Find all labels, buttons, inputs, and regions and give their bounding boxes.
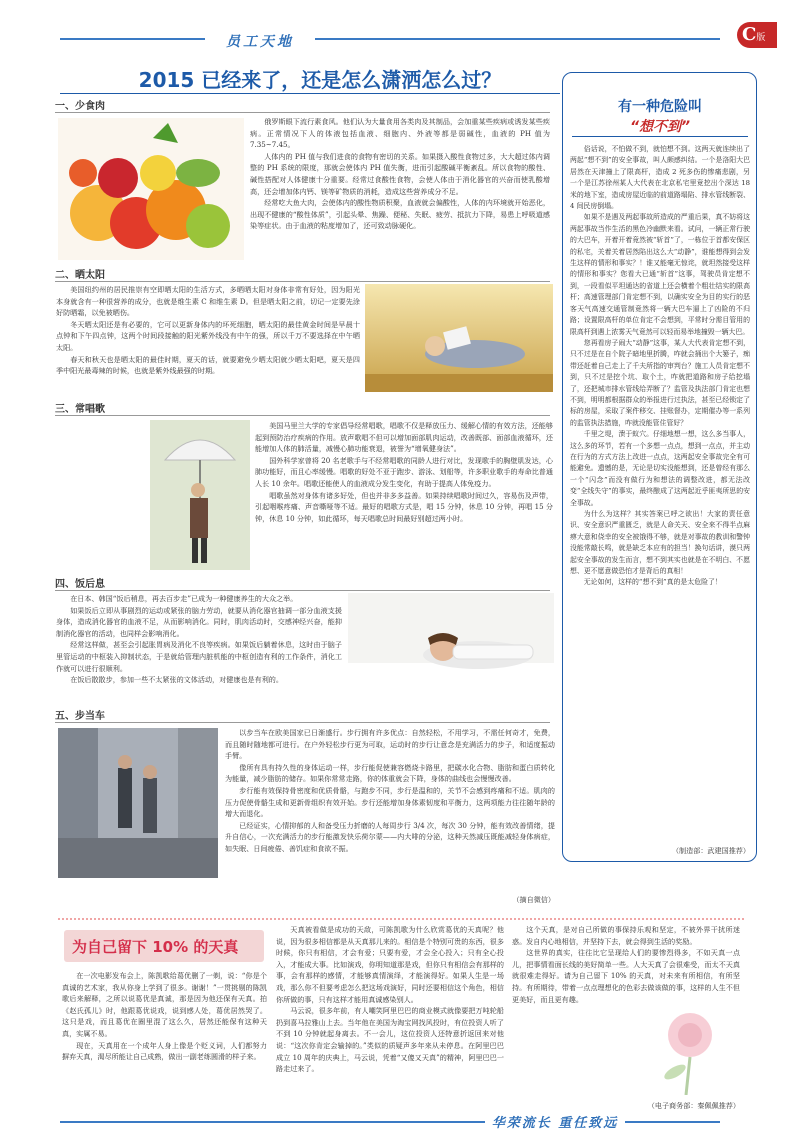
paragraph: 如果饭后立即从事剧烈的运动或紧张的脑力劳动，就要从消化器官抽调一部分血液支援身体，造成消化器官的血液不足，从而影响消化。同时，肌肉活动时，交感神经兴奋，能抑制消化器官的活动，也同样会影响消化。 [56,605,342,638]
paragraph: 这个天真，是对自己所做的事保持乐观和坚定，不被外界干扰所迷惑。发自内心地相信，并坚持下去，就会得到生活的奖励。 [512,925,740,946]
section-body [225,727,555,892]
header-rule [60,38,720,40]
sidebar-rule [572,136,748,137]
section-body [56,593,342,705]
bottom-col-2 [276,924,504,1110]
badge-sub: 版 [756,33,766,43]
paragraph: 在饭后散散步，参加一些不太紧张的文体活动，对健康也是有利的。 [70,675,283,685]
paragraph: 经常吃大鱼大肉，会使体内的酸性物质积聚，血液就会偏酸性，人体的内环境就开始恶化，出现不健康的“酸性体质”，引起头晕、焦躁、便秘、失眠、疲劳、抵抗力下降，易患上呼吸道感染等症状。由于血液的粘度增加了，还可致动脉硬化。 [250,198,550,231]
section-body [255,420,553,572]
bottom-title: 为自己留下 10% 的天真 [64,930,264,962]
paragraph: 在一次电影发布会上，陈凯歌给葛优删了一剃，说：“你是个真诚的艺术家，我从你身上学到了很多。谢谢！”一贯挑剔的陈凯歌后来解释，之所以说葛优是真诚，那是因为他还保有天真。拍《赵氏孤儿》时，他跟葛优说戏，说到感人处，葛优居然哭了。这只是戏，而且葛优在圈里混了这么久，居然还能保有这种天真，实属不易。 [62,971,267,1038]
bottom-col-3 [512,924,740,1100]
sunbathing-photo [365,284,553,392]
paragraph: 千里之堤，溃于蚁穴。仔细地想一想，这么多当事人，这么多的环节，若有一个多想一点点，想到一点点，并主动在行为的方式方法上改进一点点，这两起安全事故完全有可能避免。遗憾的是，无论是切实没能想到，还是曾经有那么一个“闪念”而没有做行为和想法的调整改进，都无法改变“全线失守”的事实，最终酿成了这两起近乎匪夷所思的安全事故。 [570,430,750,507]
section-rule [55,281,550,282]
section-heading: 二、晒太阳 [55,270,105,281]
sidebar-title: 有一种危险叫 [618,99,702,115]
section-body [250,116,550,259]
section-heading: 四、饭后息 [55,579,105,590]
paragraph: 以步当车在欧美国家已日渐盛行。步行拥有许多优点：自然轻松，不用学习，不需任何奇才，免费，而且随时随地都可进行。在户外轻松步行更为可取，运动时的步行让意念是充满活力的步子，和适度振动手臂。 [225,728,555,761]
paragraph: 现在，天真用在一个成年人身上像是个贬义词，人们都努力摒弃天真，渴尽所能让自己成熟，做出一副老练圆滑的样子来。 [62,1040,267,1062]
paragraph: 为什么为这样？其实答案已呼之欲出！大家的责任意识、安全意识严重匮乏，就是人命关天、安全来不得半点麻痹大意和侥幸的安全被饿得不够，就是对事故的教训和警钟没能常敲长鸣，就是缺乏本应有的担当！换句话讲，漠只两起安全事故的发生而言，想不到其实也就是在不明白、不愿想、更不愿意做恐怕才是背后的真相！ [570,510,750,576]
section-rule [55,112,550,113]
paragraph: 马云说，很多年前，有人嘲笑阿里巴巴的商业模式就像要把万吨轮船扔到喜马拉雅山上去。当年他在美国为淘宝网找风投时，有位投资人听了不到 10 分钟就起身离去。不一会儿，这位投资人还特意折返回来对他说：“这次你肯定会输掉的。”类似的质疑声多年来从未停息。在阿里巴巴成立 10 周年的庆典上，马云说，凭着“又傻又天真”的精神，阿里巴巴一路走过来了。 [276,1006,504,1074]
column-name: 员工天地 [205,31,315,49]
paragraph: 这世界的真实，往往比它呈现给人们的要惨烈得多，不如天真一点儿，把事情看面长线的美好简单一些。人大天真了会很难受，而太不天真就很难走得好。请为自己留下 10% 的天真，对未来有所相信，有所坚持。有所期待，带着一点点理想化的色彩去做该做的事，这样的人生不但更美好，而且更有趣。 [512,948,740,1004]
sidebar-subtitle: “想不到” [629,119,691,135]
section-heading: 三、常唱歌 [55,404,105,415]
source-note: （摘自微信） [512,895,555,904]
paragraph: 春天和秋天也是晒太阳的最佳时期，夏天的话，就要避免少晒太阳就少晒太阳吧，夏天是四季中阳光最毒辣的时候，也就是紫外线最强的时期。 [56,354,360,376]
section-rule [55,415,550,416]
paragraph: 唱歌虽然对身体有诸多好处，但也并非多多益善。如果持续唱歌时间过久，容易伤及声带，引起咽喉疼痛、声音嘶哑等不适。最好的唱歌方式是，唱 15 分钟，休息 10 分钟，再唱 15 分钟，休息 10 分钟，如此循环，每天唱歌总时间最好别超过两小时。 [255,490,553,523]
section-body [56,284,360,394]
title-underline [60,93,560,94]
paragraph: 您再看房子闹大“动静”这事，某人大代表肯定想不到，只不过是在自个院子暗地里折腾，咋就会捅出个大篓子，痴带还赶着自己走上了千夫所指的审判台？施工人员肯定想不到，只不过是挖个坑、取个土，咋就把道路和房子给挖塌了，还把城市排水管线给弄断了？监管及执法部门肯定也想不到，明明都根据群众的举报进行过执法，甚至已经锁定了标的房屋，采取了案件移交、挂账督办，定期催办等一系列的监管执法措施，咋就没能管住管好？ [570,338,750,427]
paragraph: 步行能有效保持骨密度和优质骨骼，与跑步不同，步行是温和的，关节不会感到疼痛和不适。肌肉的压力促使骨骼生成和更新骨组织有效开始。步行还能增加身体素韧度和平衡力，这两项能力往往随年龄的增大而退化。 [225,785,555,819]
paragraph: 美国纽约州的居民推崇有空即晒太阳的生活方式，多晒晒太阳对身体非常有好处，因为阳光本身就含有一种很营养的成分，也就是维生素 C 和维生素 D。但是晒太阳之前，切记一定要先涂好防晒霜，以免被晒伤。 [56,285,360,318]
paragraph: 国外科学家曾将 20 名老歌手与不经常唱歌的同龄人进行对比，发现歌手的胸壁肌发达，心肺功能好，而且心率缓慢。唱歌的好处不亚于跑步、游泳、划船等，许多职业歌手的寿命比普通人长 10 余年。唱歌还能使人的血液成分发生变化，有助于提高人体免疫力。 [255,455,553,488]
paragraph: 俗话说，不怕做不到，就怕想不到。这两天就连续出了两起“想不到”的安全事故，叫人颇感纠结。一个是洛阳大巴居然在天津撞上了限高杆，造成 2 死多伤的惨痛悲剧，另一个是江苏徐州某人大代表在北京私宅里竟挖出个深达 18 米的地下室，造成房屋近临的前道路塌陷、排水管线断裂、4 间民房倒塌。 [570,145,750,211]
paragraph: 经常这样做，甚至会引起胀胃病及消化不良等疾病。如果饭后躺着休息，这时由于脑子里管运动的中枢装入抑制状态，于是就给管理内脏机能的中枢创造有利的工作条件，消化工作就可以进行很顺利。 [56,640,342,673]
section-rule [55,722,550,723]
section-rule [55,590,550,591]
badge-letter: C [742,24,757,45]
paragraph: 已经证实，心情抑郁的人和备受压力折磨的人每周步行 3/4 次，每次 30 分钟，能有效改善情绪，提升自信心，一次充满活力的步行能激发快乐荷尔蒙——内大啡的分泌，这种天然减压既能减轻身体病症，如失眠、日间疲倦、善饥症和食欲不振。 [225,820,555,853]
paragraph: 俄罗斯眼下流行素食风。他们认为大量食用各类肉及其制品，会加重某些疾病或诱发某些疾病。正常情况下人的体液包括血液、细胞内、外液等都是弱碱性，血液的 PH 值为 7.35~7.45。 [250,117,550,150]
page-badge [737,22,777,48]
walking-photo [58,728,218,878]
paragraph: 天真被看做是成功的天敌，可陈凯歌为什么欣赏葛优的天真呢？他说，因为很多相信都是从天真那儿来的。相信是个特别可贵的东西，很多时候，你只有相信，才会有爱；只要有爱，才会全心投入；只有全心投入，才能成大事。比如演戏，你明知道那是戏，但你只有相信会有那样的事，会有那样的感情，才能够真情演绎，才能演得好。如果人生是一场戏，那么你不但要考虑怎么把这场戏演好，同时还要相信这个角色，相信你所做的事，只有这样才能用真诚感染别人。 [276,925,504,1004]
paragraph: 冬天晒太阳还是有必要的，它可以更新身体内的坏死细胞，晒太阳的最佳黄金时间是早晨十点钟和下午四点钟，这两个时间段接触的阳光紫外线没有中午的强，所以千万不要选择在中午晒太阳。 [56,319,360,352]
bottom-source: （电子商务部：秦佩佩推荐） [647,1101,740,1110]
section-heading: 一、少食肉 [55,101,105,112]
section-heading: 五、步当车 [55,711,105,722]
paragraph: 美国马里兰大学的专家倡导经常唱歌，唱歌不仅是释放压力、缓解心情的有效方法，还能够起到预防治疗疾病的作用。放声歌唱不但可以增加面部肌肉运动，改善既部、面部血液循环，还能增加人体的肺活量，减慢心肺功能衰退，被誉为“增氧健身法”。 [255,421,553,454]
fruit-photo [58,118,244,260]
umbrella-photo [150,420,250,570]
sleeping-photo [348,593,554,698]
footer-slogan: 华荣流长 重任致远 [485,1112,625,1130]
paragraph: 无论如何，这样的“想不到”真的是太危险了！ [583,578,722,587]
sidebar-body [570,144,750,844]
bottom-col-1 [62,970,267,1110]
paragraph: 像所有具有持久性的身体运动一样，步行能促使兼容燃烧卡路里，把碳水化合物、脂肪和蛋白质转化为能量，减少脂肪的储存。如果你常常走路，你的体重就会下降，身体的曲线也会慢慢改善。 [225,762,555,784]
paragraph: 人体内的 PH 值与我们进食的食物有密切的关系。如果摄入酸性食物过多，大大超过体内调整的 PH 系统的限度，那就会使体内 PH 值失衡，进而引起酸碱平衡紊乱。所以食物的酸性、碱性搭配对人体健康十分重要。经常过食酸性食物，会使人体由于消化器官的兴奋而使乳酸增高，还会增加体内钙、镁等矿物质的消耗，造成这些营养成分不足。 [250,151,550,196]
sidebar-source: （制造部：武建国推荐） [671,846,750,855]
page-title: 2015 已经来了，还是怎么潇洒怎么过？ [138,68,502,92]
paragraph: 在日本、韩国“饭后稍息，再去百步走”已成为一种健康养生的大众之举。 [70,594,298,603]
paragraph: 如果不是遇及两起事故所造成的严重后果，真不妨将这两起事故当作生活的黑色冷幽默来看。试问，一辆正常行驶的大巴车，开着开着竟然被“斩首”了，一栋位于首都安保区的私宅，关着关着居然陷出这么大“动静”，谁能想得到会发生这样的情形和事实？！谁又能毫无惊诧，就坦然接受这样的情形和事实？您看大已通“斩首”这事，驾驶员肯定想不到，一段看似平坦通达的省道上还会横着个粗壮结实的限高杆；高速管理部门肯定想不到，以确实安全为目的实行的恶客天气高速交通管制竟然将一辆大巴车逼上了凶险的不归路；设置限高杆的单位肯定不会想到，平常时分需目管用的限高杆到遇上浓雾天气竟然可以轻而易举地撞毁一辆大巴。 [570,213,750,336]
